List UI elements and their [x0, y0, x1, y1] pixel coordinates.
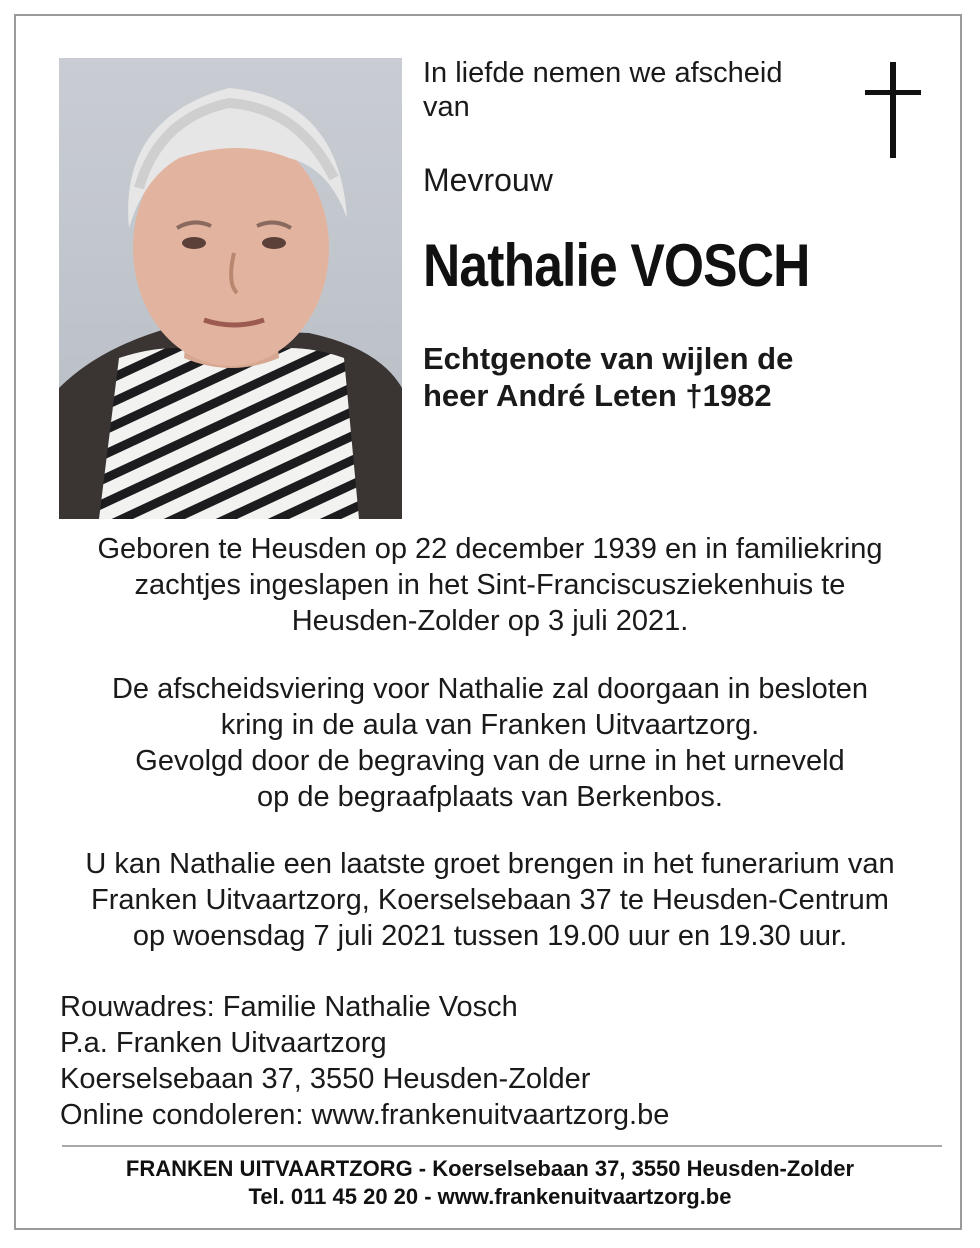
condolence-link[interactable]: Online condoleren: www.frankenuitvaartzorg.be — [60, 1099, 670, 1131]
spouse-line-1: Echtgenote van wijlen de — [423, 341, 794, 376]
funeral-home-footer — [40, 1155, 940, 1211]
mourning-address — [60, 989, 669, 1133]
portrait-photo — [59, 58, 402, 519]
ceremony-paragraph — [40, 671, 940, 815]
paragraph-line: De afscheidsviering voor Nathalie zal doorgaan in besloten — [111, 673, 869, 705]
footer-line-2[interactable]: Tel. 011 45 20 20 - www.frankenuitvaartzorg.be — [248, 1184, 732, 1209]
paragraph-line: Gevolgd door de begraving van de urne in het urneveld — [135, 745, 845, 777]
paragraph-line: U kan Nathalie een laatste groet brengen in het funerarium van — [85, 848, 895, 880]
spouse-line-2: heer André Leten †1982 — [423, 378, 772, 413]
paragraph-line: kring in de aula van Franken Uitvaartzorg. — [220, 709, 760, 741]
paragraph-line: Franken Uitvaartzorg, Koerselsebaan 37 te Heusden-Centrum — [91, 884, 889, 916]
cross-icon — [865, 62, 921, 158]
paragraph-line: Heusden-Zolder op 3 juli 2021. — [291, 605, 689, 637]
address-line: Rouwadres: Familie Nathalie Vosch — [60, 991, 518, 1023]
paragraph-line: op de begraafplaats van Berkenbos. — [257, 781, 723, 813]
visitation-paragraph — [40, 846, 940, 954]
deceased-name: Nathalie VOSCH — [423, 232, 810, 299]
birth-death-paragraph — [40, 531, 940, 639]
intro-line-2: van — [423, 91, 470, 123]
portrait-illustration — [59, 58, 402, 519]
paragraph-line: Geboren te Heusden op 22 december 1939 en in familiekring — [97, 533, 883, 565]
spouse-info — [423, 340, 923, 414]
intro-text — [423, 56, 843, 124]
salutation: Mevrouw — [423, 162, 553, 198]
footer-divider — [62, 1145, 942, 1147]
paragraph-line: op woensdag 7 juli 2021 tussen 19.00 uur en 19.30 uur. — [132, 920, 848, 952]
intro-line-1: In liefde nemen we afscheid — [423, 57, 783, 89]
address-line: P.a. Franken Uitvaartzorg — [60, 1027, 387, 1059]
paragraph-line: zachtjes ingeslapen in het Sint-Franciscusziekenhuis te — [134, 569, 846, 601]
footer-line-1: FRANKEN UITVAARTZORG - Koerselsebaan 37, 3550 Heusden-Zolder — [125, 1156, 855, 1181]
address-line: Koerselsebaan 37, 3550 Heusden-Zolder — [60, 1063, 591, 1095]
